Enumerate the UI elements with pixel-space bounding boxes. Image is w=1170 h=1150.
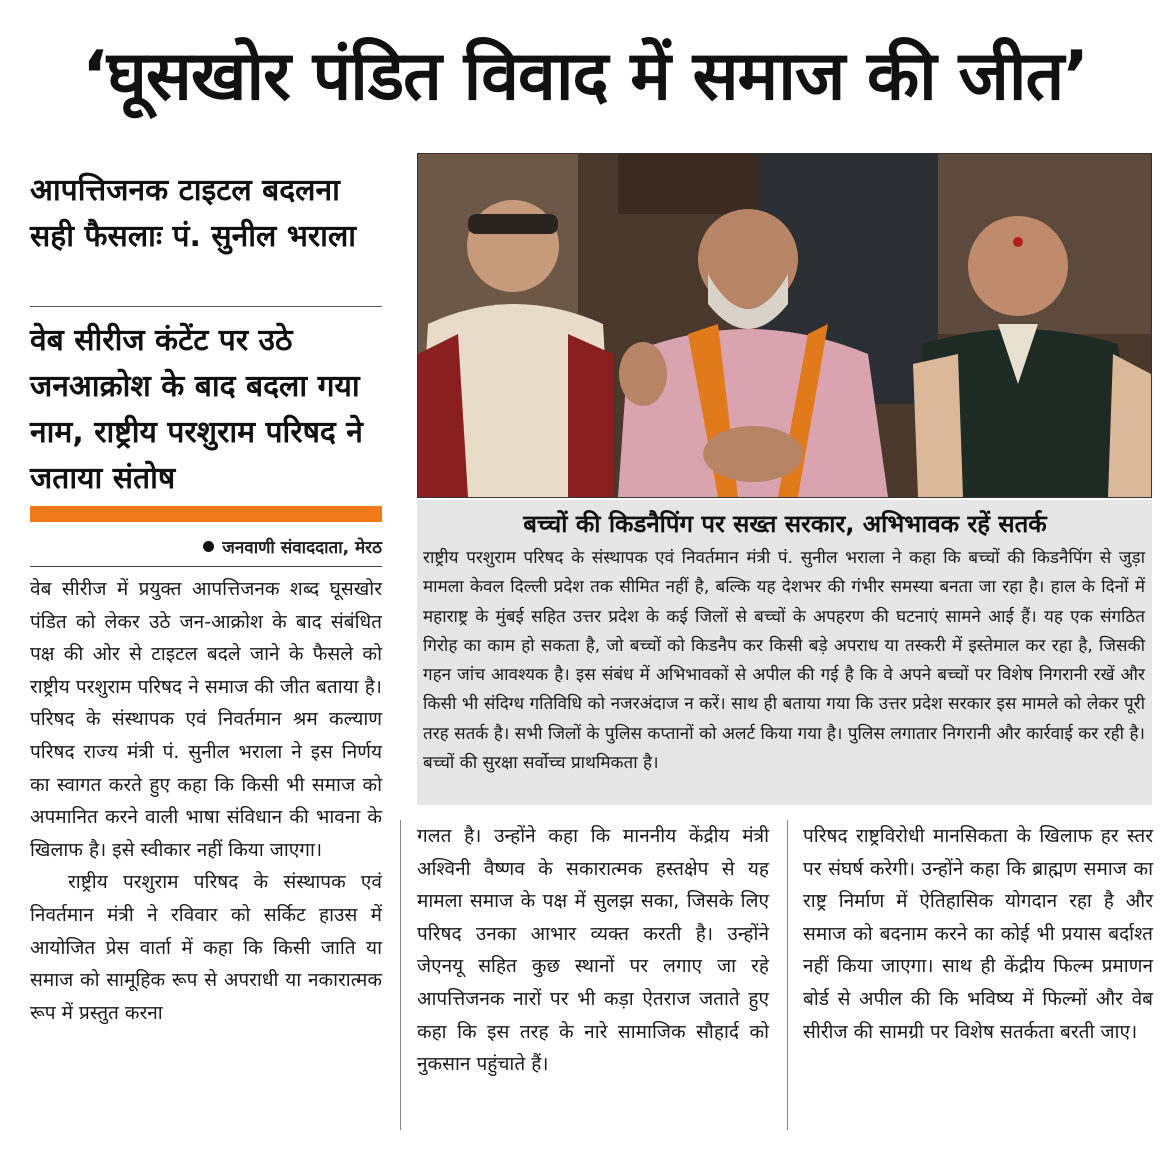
article-paragraph: राष्ट्रीय परशुराम परिषद के संस्थापक एवं निवर्तमान मंत्री ने रविवार को सर्किट हाउस में आयोजित प्रेस वार्ता में कहा कि किसी जाति या समाज को सामूहिक रूप से अपराधी या नकारात्मक रूप में प्रस्तुत करना: [30, 871, 382, 1024]
article-paragraph: वेब सीरीज में प्रयुक्त आपत्तिजनक शब्द घूसखोर पंडित को लेकर उठे जन-आक्रोश के बाद संबंधित पक्ष की ओर से टाइटल बदले जाने के फैसले को राष्ट्रीय परशुराम परिषद ने समाज की जीत बताया है। परिषद के संस्थापक एवं निवर्तमान श्रम कल्याण परिषद राज्य मंत्री पं. सुनील भराला ने इस निर्णय का स्वागत करते हुए कहा कि किसी भी समाज को अपमानित करने वाली भाषा संविधान की भावना के खिलाफ है। इसे स्वीकार नहीं किया जाएगा।: [30, 578, 382, 861]
subheadline-secondary: वेब सीरीज कंटेंट पर उठे जनआक्रोश के बाद बदला गया नाम, राष्ट्रीय परशुराम परिषद ने जताया संतोष: [30, 323, 363, 496]
divider: [30, 306, 382, 307]
article-column-1: [30, 573, 382, 1029]
bullet-icon: [203, 541, 214, 552]
byline-divider: [30, 566, 382, 567]
headline: ‘घूसखोर पंडित विवाद में समाज की जीत’: [81, 37, 1089, 116]
byline-text: जनवाणी संवाददाता, मेरठ: [222, 538, 382, 558]
accent-rule: [30, 506, 382, 522]
sidebar-box: [417, 500, 1152, 805]
column-divider: [787, 820, 788, 1130]
column-divider: [400, 820, 401, 1130]
sidebar-box-title: बच्चों की किडनैपिंग पर सख्त सरकार, अभिभावक रहें सतर्क: [523, 510, 1047, 538]
press-conference-photo: [417, 153, 1152, 498]
article-column-3: परिषद राष्ट्रविरोधी मानसिकता के खिलाफ हर स्तर पर संघर्ष करेगी। उन्होंने कहा कि ब्राह्मण समाज का राष्ट्र निर्माण में ऐतिहासिक योगदान रहा है और समाज को बदनाम करने का कोई भी प्रयास बर्दाश्त नहीं किया जाएगा। साथ ही केंद्रीय फिल्म प्रमाणन बोर्ड से अपील की कि भविष्य में फिल्मों और वेब सीरीज की सामग्री पर विशेष सतर्कता बरती जाए।: [803, 825, 1153, 1043]
subheadline-primary: आपत्तिजनक टाइटल बदलना सही फैसलाः पं. सुनील भराला: [30, 173, 357, 254]
byline: [30, 535, 382, 561]
sidebar-box-text: राष्ट्रीय परशुराम परिषद के संस्थापक एवं निवर्तमान मंत्री पं. सुनील भराला ने कहा कि बच्चों की किडनैपिंग से जुड़ा मामला केवल दिल्ली प्रदेश तक सीमित नहीं है, बल्कि यह देशभर की गंभीर समस्या बनता जा रहा है। हाल के दिनों में महाराष्ट्र के मुंबई सहित उत्तर प्रदेश के कई जिलों से बच्चों के अपहरण की घटनाएं सामने आई हैं। यह एक संगठित गिरोह का काम हो सकता है, जो बच्चों को किडनैप कर किसी बड़े अपराध या तस्करी में इस्तेमाल कर रहा है, जिसकी गहन जांच आवश्यक है। इस संबंध में अभिभावकों से अपील की गई है कि वे अपने बच्चों पर विशेष निगरानी रखें और किसी भी संदिग्ध गतिविधि को नजरअंदाज न करें। साथ ही बताया गया कि उत्तर प्रदेश सरकार इस मामले को लेकर पूरी तरह सतर्क है। सभी जिलों के पुलिस कप्तानों को अलर्ट किया गया है। पुलिस लगातार निगरानी और कार्रवाई कर रही है। बच्चों की सुरक्षा सर्वोच्च प्राथमिकता है।: [423, 548, 1145, 774]
article-column-2: गलत है। उन्होंने कहा कि माननीय केंद्रीय मंत्री अश्विनी वैष्णव के सकारात्मक हस्तक्षेप से यह मामला समाज के पक्ष में सुलझ सका, जिसके लिए परिषद उनका आभार व्यक्त करती है। उन्होंने जेएनयू सहित कुछ स्थानों पर लगाए जा रहे आपत्तिजनक नारों पर भी कड़ा ऐतराज जताते हुए कहा कि इस तरह के नारे सामाजिक सौहार्द को नुकसान पहुंचाते हैं।: [417, 825, 769, 1076]
photo-illustration: [418, 154, 1151, 497]
